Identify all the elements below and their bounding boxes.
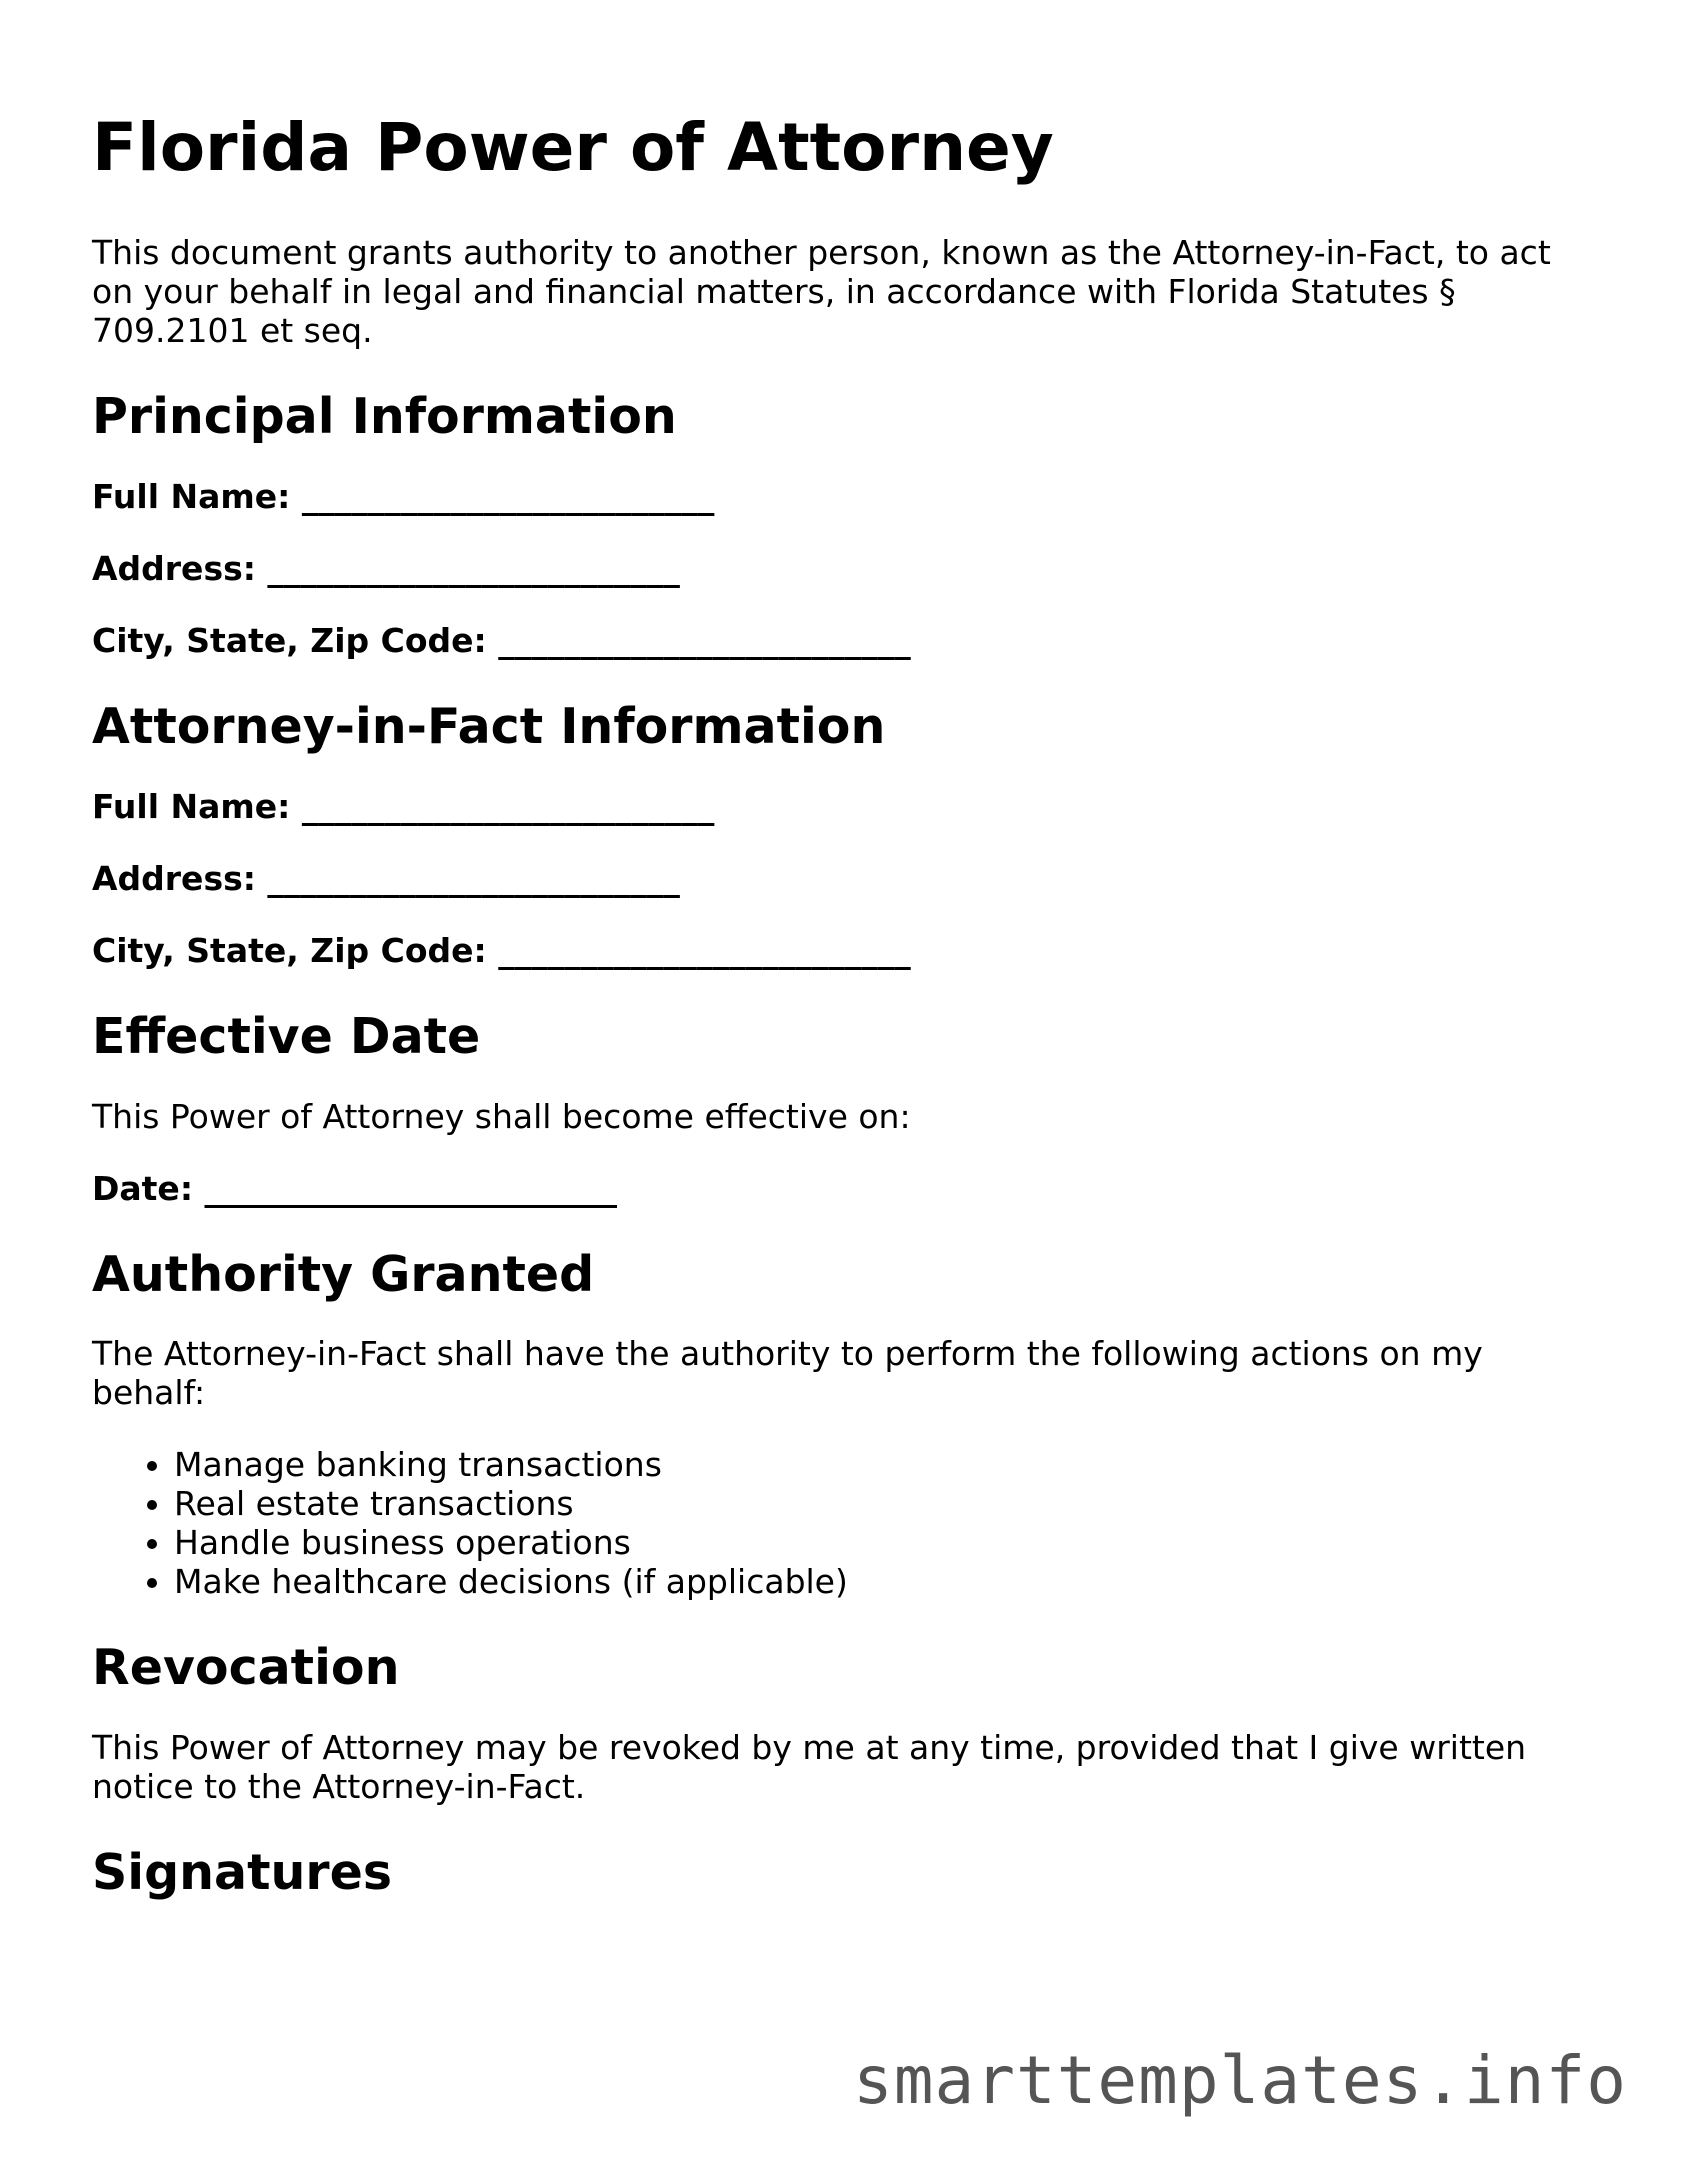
effective-date-heading: Effective Date <box>92 1007 481 1065</box>
list-item: • Make healthcare decisions (if applicable) <box>174 1562 1572 1601</box>
attorney-full-name-blank[interactable]: _________________________ <box>301 786 715 826</box>
effective-date-blank[interactable]: _________________________ <box>204 1168 618 1208</box>
principal-heading: Principal Information <box>92 388 677 446</box>
principal-city-field[interactable] <box>92 621 1572 660</box>
principal-address-label: Address: <box>92 548 256 588</box>
attorney-full-name-label: Full Name: <box>92 786 291 826</box>
authority-text: The Attorney-in-Fact shall have the authority to perform the following actions on my behalf: <box>92 1334 1483 1413</box>
document-page <box>92 108 1572 1933</box>
attorney-city-label: City, State, Zip Code: <box>92 930 487 970</box>
principal-city-blank[interactable]: _________________________ <box>498 620 911 660</box>
intro-paragraph: This document grants authority to another person, known as the Attorney-in-Fact, to act on your behalf in legal and financial matters, in accordance with Florida Statutes § 709.2101 et seq. <box>92 233 1551 351</box>
attorney-city-field[interactable] <box>92 931 1572 970</box>
principal-address-field[interactable] <box>92 549 1572 588</box>
revocation-text: This Power of Attorney may be revoked by me at any time, provided that I give written notice to the Attorney-in-Fact. <box>92 1728 1527 1807</box>
principal-full-name-field[interactable] <box>92 477 1572 516</box>
principal-full-name-label: Full Name: <box>92 476 291 516</box>
watermark: smarttemplates.info <box>853 2042 1627 2119</box>
attorney-full-name-field[interactable] <box>92 787 1572 826</box>
effective-date-label: Date: <box>92 1168 194 1208</box>
principal-full-name-blank[interactable]: _________________________ <box>301 476 715 516</box>
attorney-address-label: Address: <box>92 858 256 898</box>
principal-address-blank[interactable]: _________________________ <box>267 548 680 588</box>
principal-city-label: City, State, Zip Code: <box>92 620 487 660</box>
authority-heading: Authority Granted <box>92 1245 595 1303</box>
authority-list <box>92 1445 1572 1601</box>
attorney-address-blank[interactable]: _________________________ <box>267 858 680 898</box>
list-item: • Handle business operations <box>174 1523 1572 1562</box>
list-item: • Manage banking transactions <box>174 1445 1572 1484</box>
attorney-city-blank[interactable]: _________________________ <box>498 930 911 970</box>
attorney-address-field[interactable] <box>92 859 1572 898</box>
signatures-heading: Signatures <box>92 1844 392 1902</box>
effective-date-text: This Power of Attorney shall become effective on: <box>92 1096 911 1136</box>
list-item: • Real estate transactions <box>174 1484 1572 1523</box>
page-title: Florida Power of Attorney <box>92 109 1054 186</box>
revocation-heading: Revocation <box>92 1639 400 1697</box>
attorney-heading: Attorney-in-Fact Information <box>92 697 886 755</box>
effective-date-field[interactable] <box>92 1169 1572 1208</box>
